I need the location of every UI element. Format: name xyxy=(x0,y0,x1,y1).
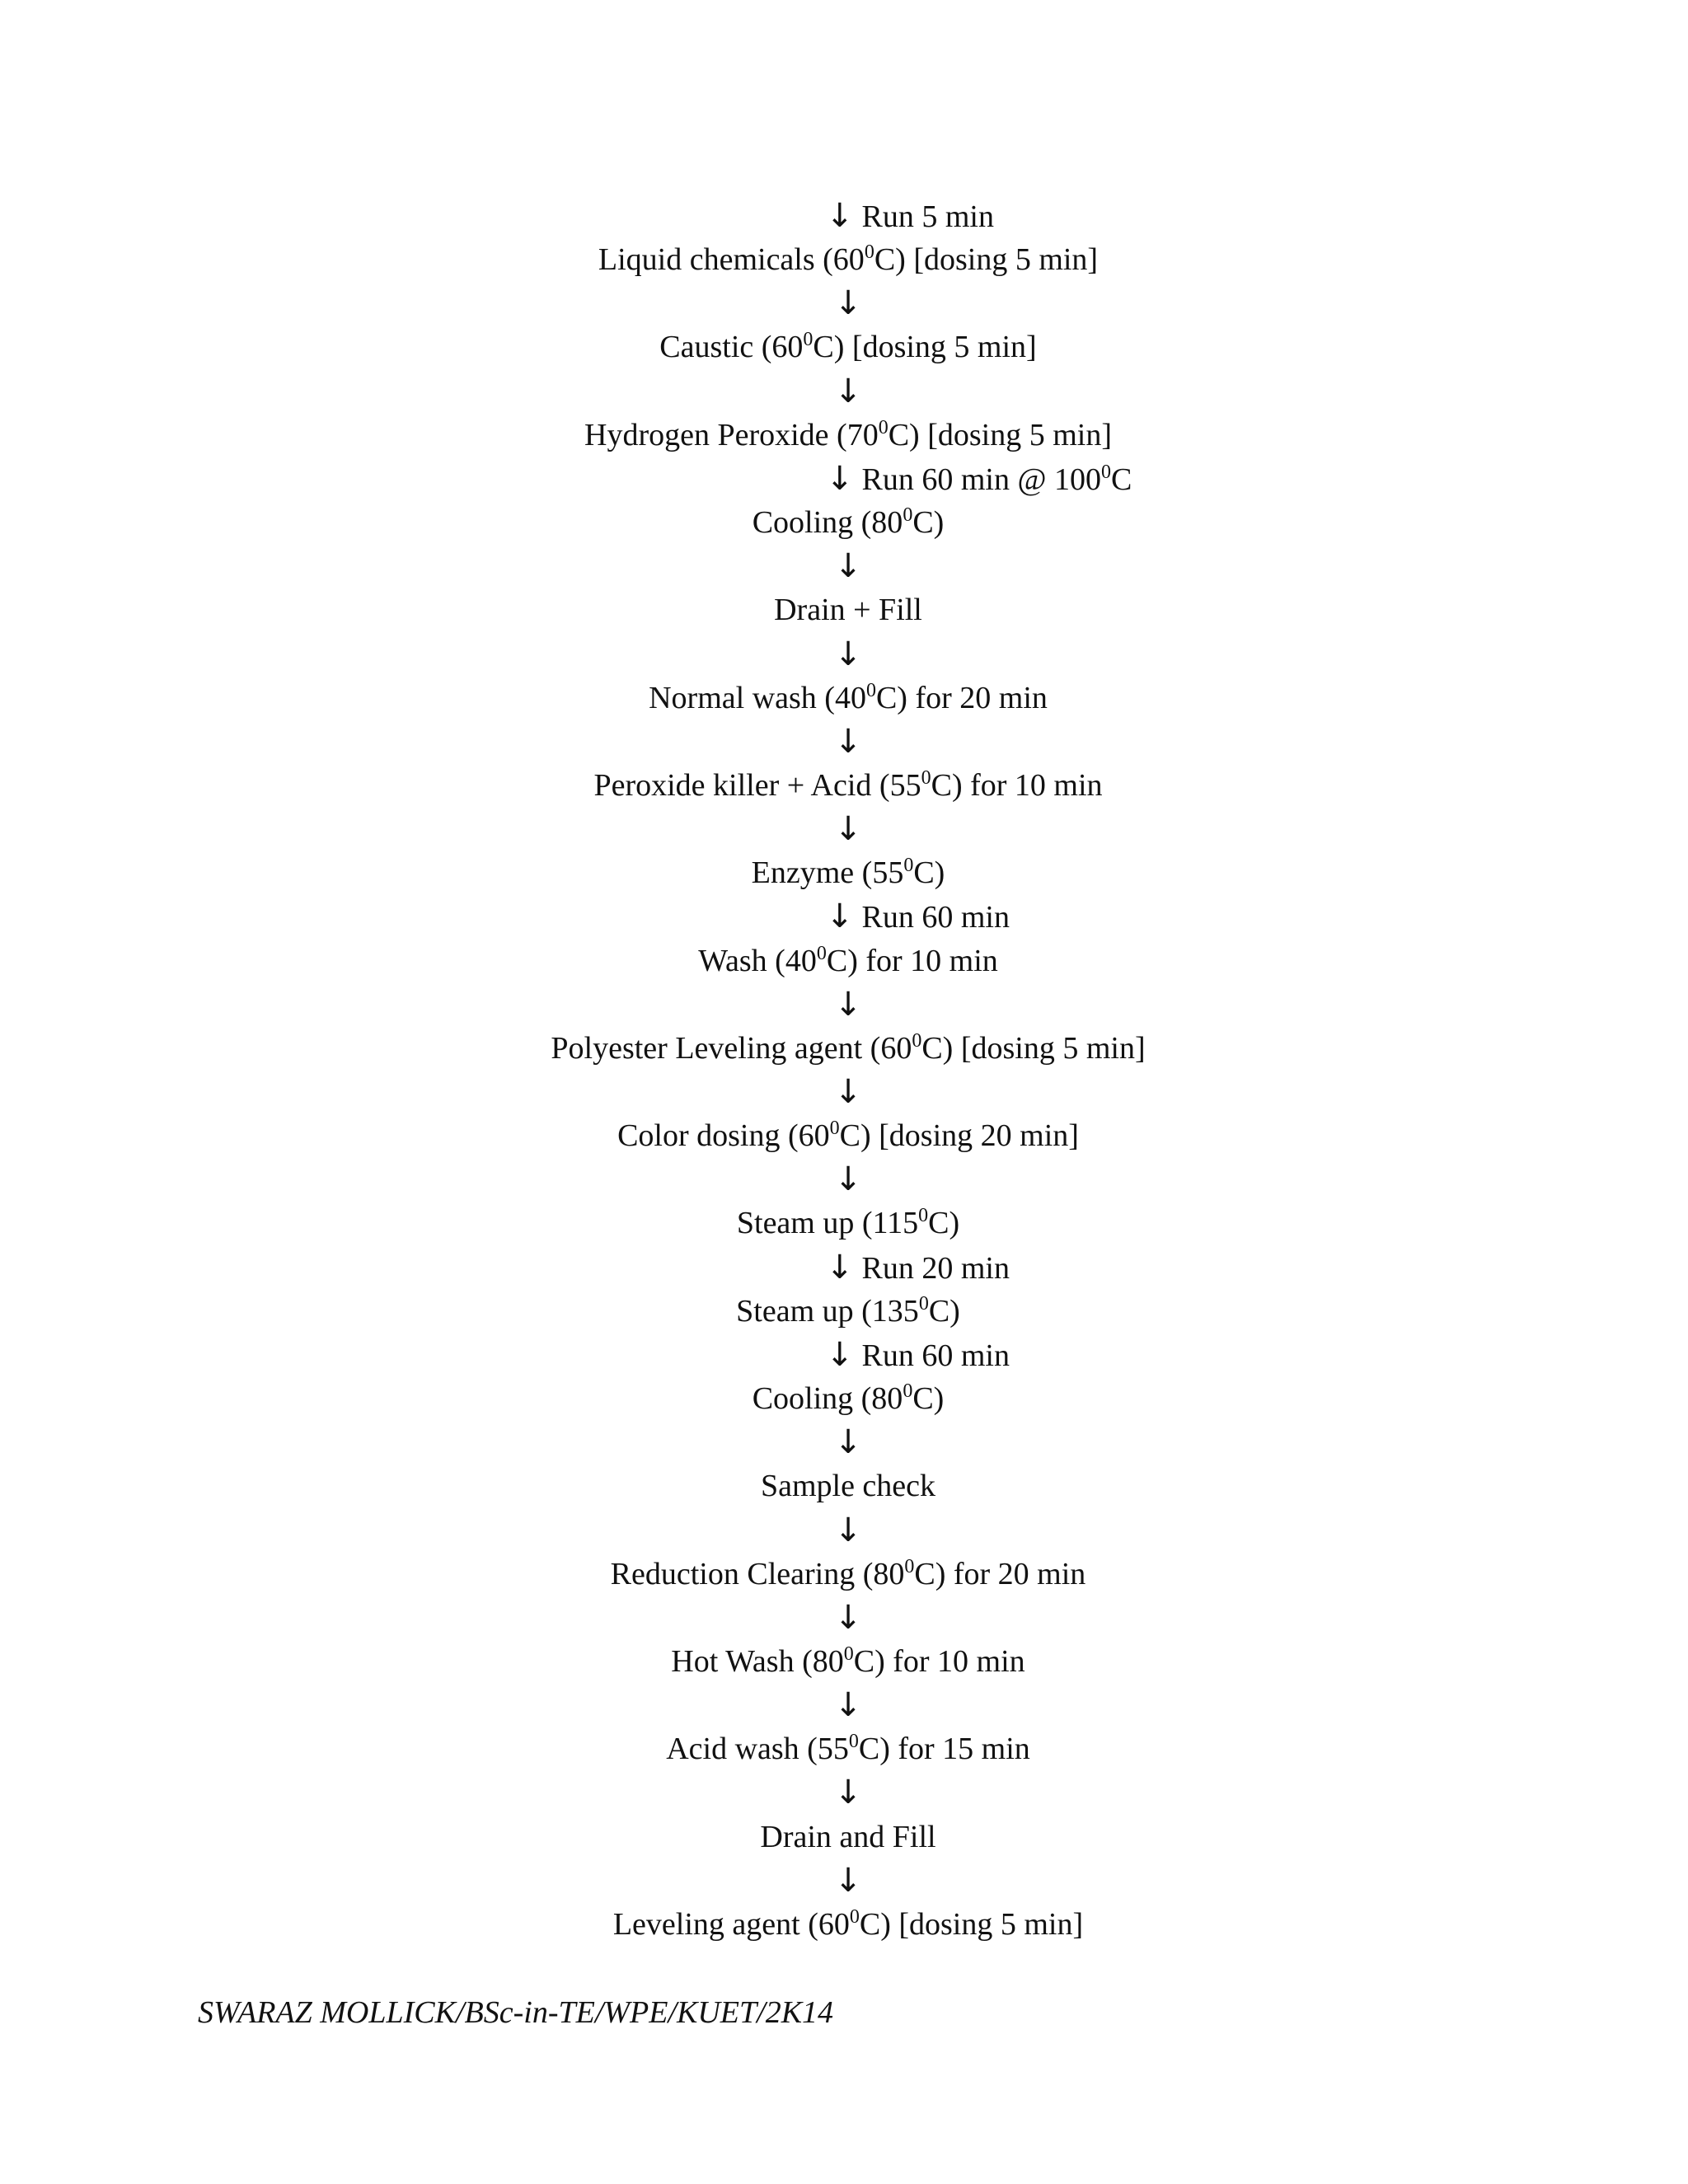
down-arrow-icon: ↓ xyxy=(834,985,862,1024)
step-text: Hot Wash (80 xyxy=(671,1643,844,1679)
step-text: Color dosing (60 xyxy=(617,1118,830,1154)
step-text: Caustic (60 xyxy=(659,330,804,365)
flow-run-annotation xyxy=(0,191,1688,241)
step-text: Enzyme (55 xyxy=(751,855,904,891)
degree-superscript: 0 xyxy=(849,1905,860,1928)
flow-step xyxy=(0,1549,1688,1599)
degree-superscript: 0 xyxy=(848,1731,859,1753)
degree-superscript: 0 xyxy=(829,1118,840,1140)
degree-superscript: 0 xyxy=(912,1029,922,1052)
run-duration-label: Run 60 min xyxy=(861,900,1010,935)
degree-superscript: 0 xyxy=(904,1555,915,1577)
flow-arrow xyxy=(0,717,1688,766)
flow-step xyxy=(0,585,1688,635)
step-text-tail: C) [dosing 5 min] xyxy=(888,417,1112,452)
step-text: Cooling (80 xyxy=(752,1381,903,1417)
flow-step xyxy=(0,761,1688,810)
flow-step xyxy=(0,1286,1688,1336)
step-text-tail: C) for 10 min xyxy=(826,943,998,978)
flow-arrow xyxy=(0,541,1688,591)
step-text-tail: C) for 15 min xyxy=(858,1732,1030,1767)
flow-arrow xyxy=(0,1067,1688,1117)
down-arrow-icon: ↓ xyxy=(826,898,854,936)
degree-superscript: 0 xyxy=(903,1380,913,1403)
down-arrow-icon: ↓ xyxy=(834,1073,862,1111)
flow-step xyxy=(0,1374,1688,1423)
flow-step xyxy=(0,1461,1688,1511)
step-text: Cooling (80 xyxy=(752,505,903,541)
flow-arrow xyxy=(0,1418,1688,1467)
down-arrow-icon: ↓ xyxy=(826,1335,854,1374)
down-arrow-icon: ↓ xyxy=(834,1774,862,1812)
degree-superscript: 0 xyxy=(803,329,814,351)
step-text-tail: C) [dosing 20 min] xyxy=(839,1118,1079,1154)
degree-superscript: 0 xyxy=(878,416,889,438)
step-text: Drain + Fill xyxy=(774,593,922,628)
step-text-tail: C) for 10 min xyxy=(931,767,1103,803)
flow-run-annotation xyxy=(0,454,1688,504)
flow-arrow xyxy=(0,367,1688,416)
footer-author-line: SWARAZ MOLLICK/BSc-in-TE/WPE/KUET/2K14 xyxy=(198,1995,834,2030)
down-arrow-icon: ↓ xyxy=(834,635,862,673)
step-text-tail: C) for 10 min xyxy=(853,1643,1025,1679)
degree-superscript: 0 xyxy=(816,942,827,964)
step-text: Polyester Leveling agent (60 xyxy=(551,1030,912,1066)
flow-arrow xyxy=(0,1680,1688,1730)
degree-superscript: 0 xyxy=(1100,461,1111,483)
step-text: Sample check xyxy=(760,1469,936,1504)
down-arrow-icon: ↓ xyxy=(834,547,862,586)
flow-step xyxy=(0,936,1688,986)
flow-arrow xyxy=(0,1768,1688,1817)
down-arrow-icon: ↓ xyxy=(834,1686,862,1725)
flow-run-annotation xyxy=(0,1243,1688,1292)
step-text: Hydrogen Peroxide (70 xyxy=(584,417,879,452)
step-text: Liquid chemicals (60 xyxy=(598,242,865,278)
step-text: Steam up (135 xyxy=(736,1293,919,1329)
flow-arrow xyxy=(0,1856,1688,1905)
flow-step xyxy=(0,1111,1688,1160)
step-text: Leveling agent (60 xyxy=(612,1906,850,1942)
flow-arrow xyxy=(0,1506,1688,1555)
flow-step xyxy=(0,1900,1688,1949)
degree-superscript: 0 xyxy=(918,1205,929,1227)
flow-arrow xyxy=(0,804,1688,854)
degree-superscript: 0 xyxy=(843,1643,854,1665)
step-text-tail: C) [dosing 5 min] xyxy=(874,242,1099,278)
step-text: Reduction Clearing (80 xyxy=(610,1556,905,1591)
flow-step xyxy=(0,410,1688,460)
down-arrow-icon: ↓ xyxy=(834,810,862,849)
flow-arrow xyxy=(0,279,1688,328)
unit-text: C xyxy=(1110,462,1132,497)
flow-step xyxy=(0,1198,1688,1248)
degree-superscript: 0 xyxy=(903,855,914,877)
step-text: Steam up (115 xyxy=(736,1206,919,1241)
step-text: Normal wash (40 xyxy=(649,680,866,715)
down-arrow-icon: ↓ xyxy=(826,1248,854,1286)
step-text-tail: C) xyxy=(928,1293,960,1329)
step-text-tail: C) for 20 min xyxy=(914,1556,1086,1591)
down-arrow-icon: ↓ xyxy=(834,722,862,761)
down-arrow-icon: ↓ xyxy=(834,372,862,410)
run-duration-label: Run 20 min xyxy=(861,1250,1010,1286)
flow-step xyxy=(0,235,1688,284)
run-duration-label: Run 60 min xyxy=(861,1338,1010,1373)
step-text-tail: C) [dosing 5 min] xyxy=(859,1906,1084,1942)
step-text-tail: C) xyxy=(912,505,945,541)
down-arrow-icon: ↓ xyxy=(826,459,854,498)
degree-superscript: 0 xyxy=(918,1292,929,1315)
degree-superscript: 0 xyxy=(921,766,931,789)
flow-run-annotation xyxy=(0,892,1688,941)
degree-superscript: 0 xyxy=(903,504,913,527)
step-text-tail: C) [dosing 5 min] xyxy=(921,1030,1146,1066)
degree-superscript: 0 xyxy=(865,679,876,701)
down-arrow-icon: ↓ xyxy=(826,197,854,235)
flow-step xyxy=(0,1724,1688,1774)
down-arrow-icon: ↓ xyxy=(834,1423,862,1462)
down-arrow-icon: ↓ xyxy=(834,1511,862,1549)
step-text: Acid wash (55 xyxy=(666,1732,849,1767)
down-arrow-icon: ↓ xyxy=(834,284,862,323)
flow-arrow xyxy=(0,980,1688,1029)
flow-step xyxy=(0,1637,1688,1686)
step-text: Wash (40 xyxy=(698,943,817,978)
step-text-tail: C) xyxy=(912,1381,945,1417)
step-text: Drain and Fill xyxy=(760,1819,936,1854)
step-text-tail: C) for 20 min xyxy=(875,680,1048,715)
down-arrow-icon: ↓ xyxy=(834,1598,862,1637)
step-text-tail: C) xyxy=(913,855,945,891)
flow-arrow xyxy=(0,630,1688,679)
step-text: Peroxide killer + Acid (55 xyxy=(593,767,921,803)
run-duration-label: Run 60 min @ 100 xyxy=(861,462,1101,497)
flow-run-annotation xyxy=(0,1330,1688,1380)
run-duration-label: Run 5 min xyxy=(861,199,994,234)
flow-step xyxy=(0,673,1688,723)
flow-step xyxy=(0,1024,1688,1073)
down-arrow-icon: ↓ xyxy=(834,1861,862,1900)
flow-step xyxy=(0,322,1688,372)
step-text-tail: C) [dosing 5 min] xyxy=(813,330,1037,365)
degree-superscript: 0 xyxy=(864,241,874,264)
flow-arrow xyxy=(0,1593,1688,1643)
flow-step xyxy=(0,1812,1688,1862)
flow-step xyxy=(0,498,1688,547)
flow-step xyxy=(0,848,1688,898)
down-arrow-icon: ↓ xyxy=(834,1160,862,1199)
flow-arrow xyxy=(0,1155,1688,1204)
step-text-tail: C) xyxy=(928,1206,960,1241)
